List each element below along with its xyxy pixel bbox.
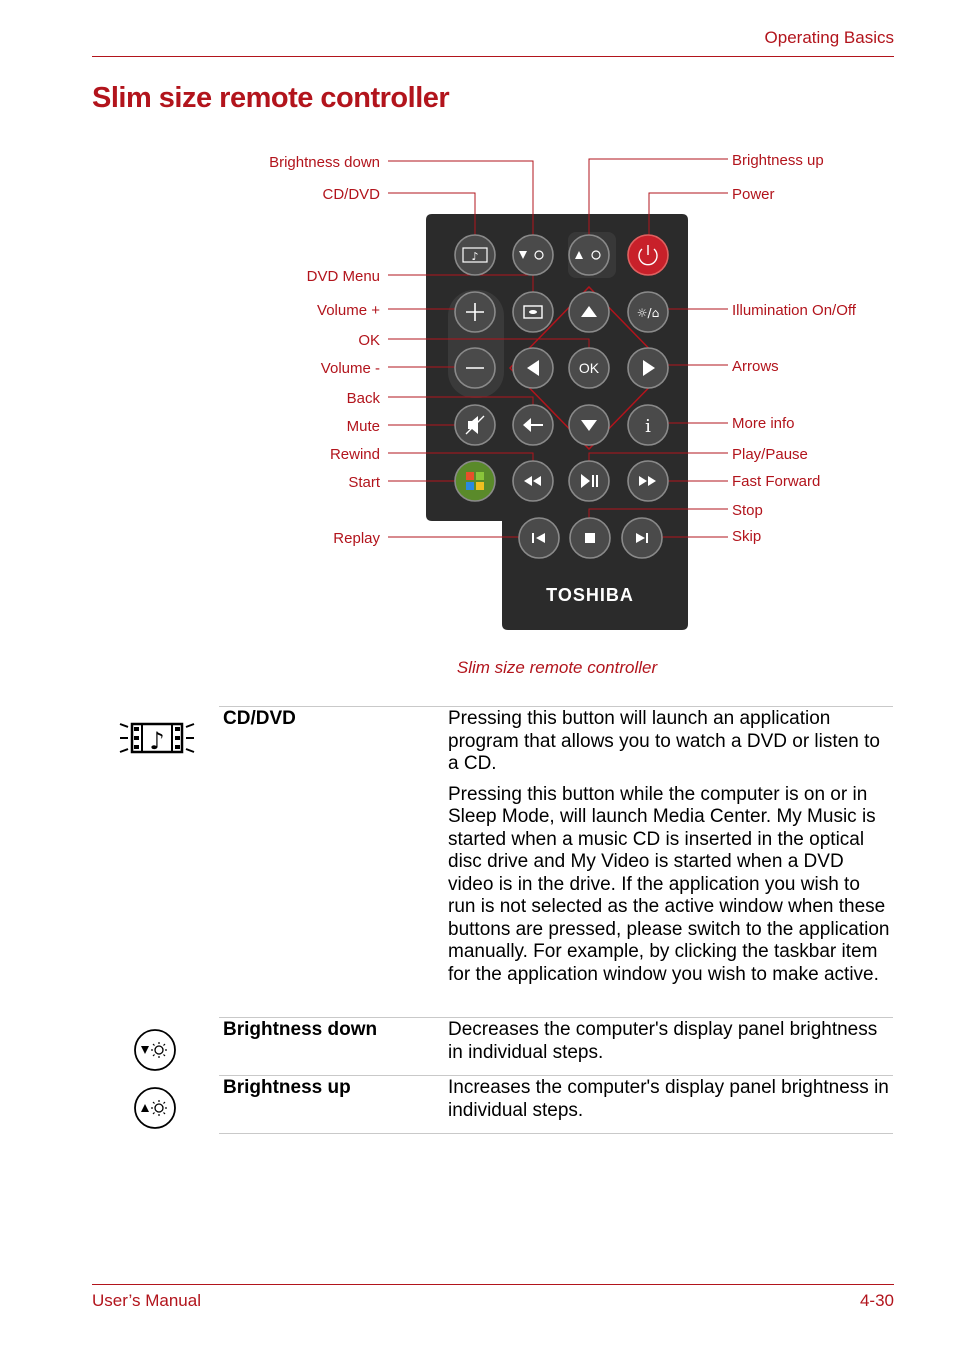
illumination-button[interactable] bbox=[628, 292, 668, 332]
label-cd-dvd: CD/DVD bbox=[322, 186, 380, 203]
remote-controller-figure bbox=[0, 0, 954, 660]
row-paragraph: Pressing this button while the computer is on or in Sleep Mode, will launch Media Center. My Music is started when a music CD is inserted in the optical disc drive and My Video is started when a DVD video is in the drive. If the application you wish to run is not selected as the active window when these buttons are pressed, please switch to the application manually. For example, by clicking the taskbar item for the application window you wish to make active. bbox=[448, 783, 890, 985]
page-title: Slim size remote controller bbox=[92, 82, 450, 114]
rewind-button[interactable] bbox=[513, 461, 553, 501]
arrow-up-button[interactable] bbox=[569, 292, 609, 332]
label-dvd-menu: DVD Menu bbox=[306, 268, 380, 285]
brightness-up-icon bbox=[133, 1086, 177, 1130]
brand-logo-text: TOSHIBA bbox=[546, 585, 634, 605]
table-row bbox=[219, 1017, 893, 1076]
table-row bbox=[219, 706, 893, 1018]
table-row bbox=[219, 1075, 893, 1134]
replay-button[interactable] bbox=[519, 518, 559, 558]
volume-up-button[interactable] bbox=[455, 292, 495, 332]
row-description bbox=[448, 708, 890, 994]
label-stop: Stop bbox=[732, 502, 763, 519]
row-description bbox=[448, 1019, 890, 1072]
cd-dvd-icon bbox=[118, 718, 196, 760]
stop-button[interactable] bbox=[570, 518, 610, 558]
label-volume-plus: Volume + bbox=[317, 302, 380, 319]
more-info-button[interactable] bbox=[628, 405, 668, 445]
brightness-down-icon bbox=[133, 1028, 177, 1072]
row-name: Brightness down bbox=[223, 1019, 378, 1040]
music-note-icon: ♪ bbox=[471, 250, 479, 263]
fast-forward-button[interactable] bbox=[628, 461, 668, 501]
arrow-down-button[interactable] bbox=[569, 405, 609, 445]
footer-manual-title: User’s Manual bbox=[92, 1291, 201, 1310]
label-fast-forward: Fast Forward bbox=[732, 473, 821, 490]
mute-button[interactable] bbox=[455, 405, 495, 445]
label-replay: Replay bbox=[333, 530, 380, 547]
back-button[interactable] bbox=[513, 405, 553, 445]
brightness-up-button[interactable] bbox=[569, 235, 609, 275]
label-more-info: More info bbox=[732, 415, 795, 432]
power-button[interactable] bbox=[628, 235, 668, 275]
figure-caption: Slim size remote controller bbox=[456, 658, 658, 677]
cd-dvd-button[interactable] bbox=[455, 235, 495, 275]
row-paragraph: Pressing this button will launch an application program that allows you to watch a DVD or listen to a CD. bbox=[448, 708, 880, 774]
footer-rule bbox=[92, 1284, 894, 1285]
volume-down-button[interactable] bbox=[455, 348, 495, 388]
brightness-down-button[interactable] bbox=[513, 235, 553, 275]
info-icon: i bbox=[645, 416, 651, 437]
label-skip: Skip bbox=[732, 528, 762, 545]
row-name: Brightness up bbox=[223, 1077, 351, 1098]
label-back: Back bbox=[346, 390, 380, 407]
label-brightness-up: Brightness up bbox=[732, 152, 824, 169]
skip-button[interactable] bbox=[622, 518, 662, 558]
play-pause-button[interactable] bbox=[569, 461, 609, 501]
row-paragraph: Increases the computer's display panel brightness in individual steps. bbox=[448, 1077, 889, 1121]
label-ok: OK bbox=[358, 332, 380, 349]
label-mute: Mute bbox=[346, 418, 380, 435]
table-bottom-rule bbox=[219, 1133, 893, 1134]
row-description bbox=[448, 1077, 890, 1130]
label-illumination: Illumination On/Off bbox=[732, 302, 856, 319]
svg-text:♪: ♪ bbox=[149, 727, 165, 755]
label-volume-minus: Volume - bbox=[320, 360, 380, 377]
label-rewind: Rewind bbox=[329, 446, 380, 463]
label-arrows: Arrows bbox=[732, 358, 779, 375]
illumination-icon: ☼/⌂ bbox=[636, 306, 660, 320]
header-section-title: Operating Basics bbox=[764, 28, 894, 47]
ok-button-label: OK bbox=[578, 360, 600, 376]
arrow-right-button[interactable] bbox=[628, 348, 668, 388]
row-paragraph: Decreases the computer's display panel brightness in individual steps. bbox=[448, 1019, 878, 1063]
label-play-pause: Play/Pause bbox=[732, 446, 808, 463]
dvd-menu-button[interactable] bbox=[513, 292, 553, 332]
label-power: Power bbox=[732, 186, 775, 203]
label-start: Start bbox=[348, 474, 380, 491]
label-brightness-down: Brightness down bbox=[269, 154, 380, 171]
start-button[interactable] bbox=[455, 461, 495, 501]
footer-page-number: 4-30 bbox=[859, 1291, 894, 1310]
row-name: CD/DVD bbox=[223, 708, 296, 729]
arrow-left-button[interactable] bbox=[513, 348, 553, 388]
